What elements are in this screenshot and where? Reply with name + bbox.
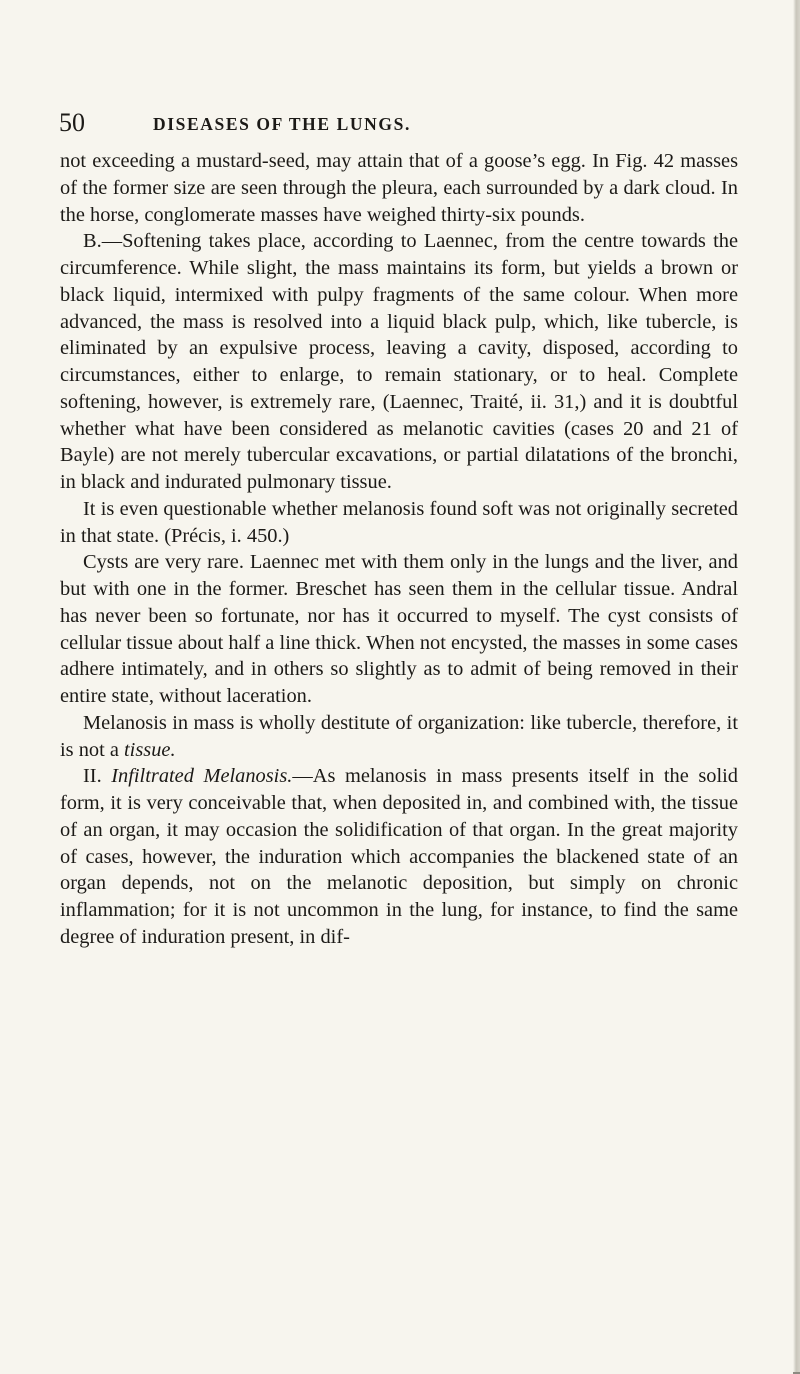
paragraph-organization [60, 710, 738, 764]
paragraph-text: II. [83, 765, 112, 788]
paragraph-infiltrated [60, 763, 738, 950]
running-title: DISEASES OF THE LUNGS. [153, 114, 411, 134]
book-page [60, 106, 738, 951]
paragraph-text: Cysts are very rare. Laennec met with them only in the lungs and the liver, and but with one in the former. Breschet has seen them in the cellular tissue. Andral has never been so fortunate, nor has it occurred to myself. The cyst consists of cellular tissue about half a line thick. When not encysted, the masses in some cases adhere intimately, and in others so slightly as to admit of being removed in their entire state, without laceration. [60, 551, 738, 707]
paragraph-text: B.—Softening takes place, according to Laennec, from the centre towards the circumference. While slight, the mass maintains its form, but yields a brown or black liquid, intermixed with pulpy fragments of the same colour. When more advanced, the mass is resolved into a liquid black pulp, which, like tubercle, is eliminated by an expulsive process, leaving a cavity, disposed, according to circumstances, either to enlarge, to remain stationary, or to heal. Complete softening, however, is extremely rare, (Laennec, Traité, ii. 31,) and it is doubtful whether what have been considered as melanotic cavities (cases 20 and 21 of Bayle) are not merely tubercular excavations, or partial dilatations of the bronchi, in black and indurated pulmonary tissue. [60, 230, 738, 493]
page-number: 50 [59, 108, 85, 137]
body-text [60, 148, 738, 951]
paragraph-softening [60, 228, 738, 496]
running-head [60, 106, 738, 140]
italic-heading: Infiltrated Melanosis. [111, 765, 293, 788]
paragraph-text: —As melanosis in mass presents itself in the solid form, it is very conceivable that, when deposited in, and combined with, the tissue of an organ, it may occasion the solidification of that organ. In the great majority of cases, however, the induration which accompanies the blackened state of an organ depends, not on the melanotic deposition, but simply on chronic inflammation; for it is not uncommon in the lung, for instance, to find the same degree of induration present, in dif- [60, 765, 738, 948]
paragraph-questionable [60, 496, 738, 550]
page-edge-shadow [793, 0, 800, 1374]
paragraph-cysts [60, 549, 738, 710]
paragraph-text: Melanosis in mass is wholly destitute of organization: like tubercle, therefore, it is not a [60, 711, 738, 761]
paragraph-text: It is even questionable whether melanosis found soft was not originally secreted in that state. (Précis, i. 450.) [60, 497, 738, 547]
paragraph-continuation [60, 148, 738, 228]
paragraph-text: not exceeding a mustard-seed, may attain that of a goose’s egg. In Fig. 42 masses of the former size are seen through the pleura, each surrounded by a dark cloud. In the horse, conglomerate masses have weighed thirty-six pounds. [60, 150, 738, 226]
italic-term: tissue. [124, 738, 176, 761]
